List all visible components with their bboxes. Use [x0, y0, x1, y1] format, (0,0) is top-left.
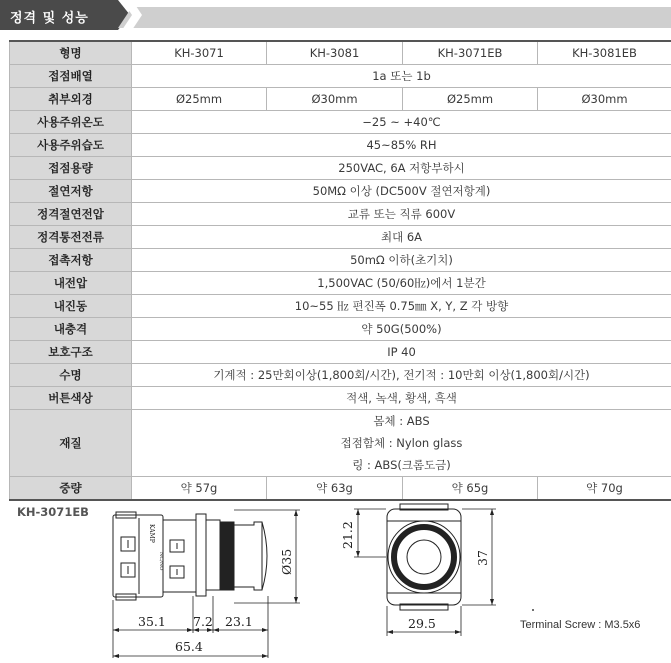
housing [163, 520, 196, 592]
table-row [10, 410, 671, 477]
bezel-ring-thick [394, 527, 454, 587]
row-value: 교류 또는 직류 600V [132, 203, 671, 226]
header-label: 형명 [10, 41, 132, 65]
table-row [10, 134, 671, 157]
row-value: Ø25mm [132, 88, 267, 111]
table-row [10, 364, 671, 387]
screw-marker [532, 609, 534, 611]
row-value: −25 ~ +40℃ [132, 111, 671, 134]
section-title: 정격 및 성능 [10, 11, 89, 26]
arrow [113, 654, 119, 658]
arrow [490, 599, 494, 605]
row-label: 내진동 [10, 295, 132, 318]
front-outline [387, 509, 461, 605]
row-label: 접촉저항 [10, 249, 132, 272]
row-value: 1a 또는 1b [132, 65, 671, 88]
dim-35-1: 35.1 [138, 614, 166, 629]
row-label: 버튼색상 [10, 387, 132, 410]
row-label: 정격절연전압 [10, 203, 132, 226]
table-row [10, 272, 671, 295]
row-value: 기계적 : 25만회이상(1,800회/시간), 전기적 : 10만회 이상(1,800회/시간) [132, 364, 671, 387]
model-name: KH-3071EB [403, 41, 538, 65]
side-view [113, 512, 267, 600]
terminal-screw-note: Terminal Screw : M3.5x6 [520, 619, 641, 631]
dim-37: 37 [475, 550, 490, 566]
arrow [387, 630, 393, 634]
table-row [10, 157, 671, 180]
row-value: Ø30mm [267, 88, 403, 111]
row-value: 적색, 녹색, 황색, 흑색 [132, 387, 671, 410]
model-name: KH-3081EB [538, 41, 671, 65]
row-value: 1,500VAC (50/60㎐)에서 1분간 [132, 272, 671, 295]
arrow [262, 654, 268, 658]
dim-7-2: 7.2 [193, 614, 213, 629]
row-value: 10~55 ㎐ 편진폭 0.75㎜ X, Y, Z 각 방향 [132, 295, 671, 318]
model-name: KH-3071 [132, 41, 267, 65]
row-label: 보호구조 [10, 341, 132, 364]
material-line: 몸체 : ABS [373, 414, 430, 428]
row-label: 취부외경 [10, 88, 132, 111]
row-value: 약 57g [132, 477, 267, 501]
table-row [10, 65, 671, 88]
row-value: IP 40 [132, 341, 671, 364]
material-line: 접점함체 : Nylon glass [340, 436, 463, 450]
table-row [10, 249, 671, 272]
dim-21-2: 21.2 [340, 521, 355, 549]
section-header [0, 0, 671, 30]
arrow [455, 630, 461, 634]
table-row [10, 88, 671, 111]
arrow [356, 509, 360, 515]
row-value: 약 65g [403, 477, 538, 501]
row-value: 50MΩ 이상 (DC500V 절연저항계) [132, 180, 671, 203]
row-value: Ø25mm [403, 88, 538, 111]
dimension-drawing [0, 488, 671, 663]
row-label: 수명 [10, 364, 132, 387]
row-value: 250VAC, 6A 저항부하시 [132, 157, 671, 180]
dim-phi35: Ø35 [279, 548, 294, 575]
dim-29-5: 29.5 [408, 616, 436, 631]
table-row [10, 387, 671, 410]
row-value: 최대 6A [132, 226, 671, 249]
table-header-row [10, 41, 671, 65]
side-mark-top: KAMP [148, 524, 155, 543]
row-value: 약 70g [538, 477, 671, 501]
table-row [10, 295, 671, 318]
table-row [10, 341, 671, 364]
row-label: 접점배열 [10, 65, 132, 88]
table-row [10, 203, 671, 226]
bezel-ring [206, 520, 220, 590]
arrow [294, 510, 298, 516]
spec-table [9, 40, 671, 501]
row-value: 약 63g [267, 477, 403, 501]
arrow [262, 628, 268, 632]
arrow [356, 551, 360, 557]
row-label: 재질 [10, 410, 132, 477]
button-face [407, 540, 441, 574]
row-value: 50mΩ 이하(초기치) [132, 249, 671, 272]
dim-23-1: 23.1 [225, 614, 253, 629]
row-label: 접점용량 [10, 157, 132, 180]
mounting-nut [196, 514, 206, 596]
cap-dome [262, 522, 267, 590]
table-row [10, 111, 671, 134]
table-row [10, 226, 671, 249]
dim-65-4: 65.4 [175, 639, 203, 654]
side-mark-plate: NC/NO [158, 552, 164, 571]
row-label: 절연저항 [10, 180, 132, 203]
material-line: 링 : ABS(크롬도금) [352, 458, 451, 472]
row-value: 45~85% RH [132, 134, 671, 157]
drawing-model-label: KH-3071EB [17, 505, 89, 519]
row-label: 사용주위습도 [10, 134, 132, 157]
arrow [294, 597, 298, 603]
row-value-material [132, 410, 671, 477]
arrow [113, 628, 119, 632]
knurled-ring [220, 522, 234, 590]
bezel-outer [388, 521, 460, 593]
arrow [213, 628, 219, 632]
row-label: 사용주위온도 [10, 111, 132, 134]
section-header-bar [0, 0, 671, 30]
table-row [10, 318, 671, 341]
row-label: 중량 [10, 477, 132, 501]
arrow [490, 509, 494, 515]
table-row [10, 180, 671, 203]
row-label: 내충격 [10, 318, 132, 341]
row-label: 정격통전전류 [10, 226, 132, 249]
mushroom-cap [234, 522, 262, 590]
row-value: Ø30mm [538, 88, 671, 111]
row-value: 약 50G(500%) [132, 318, 671, 341]
front-view [387, 504, 461, 610]
row-label: 내전압 [10, 272, 132, 295]
model-name: KH-3081 [267, 41, 403, 65]
